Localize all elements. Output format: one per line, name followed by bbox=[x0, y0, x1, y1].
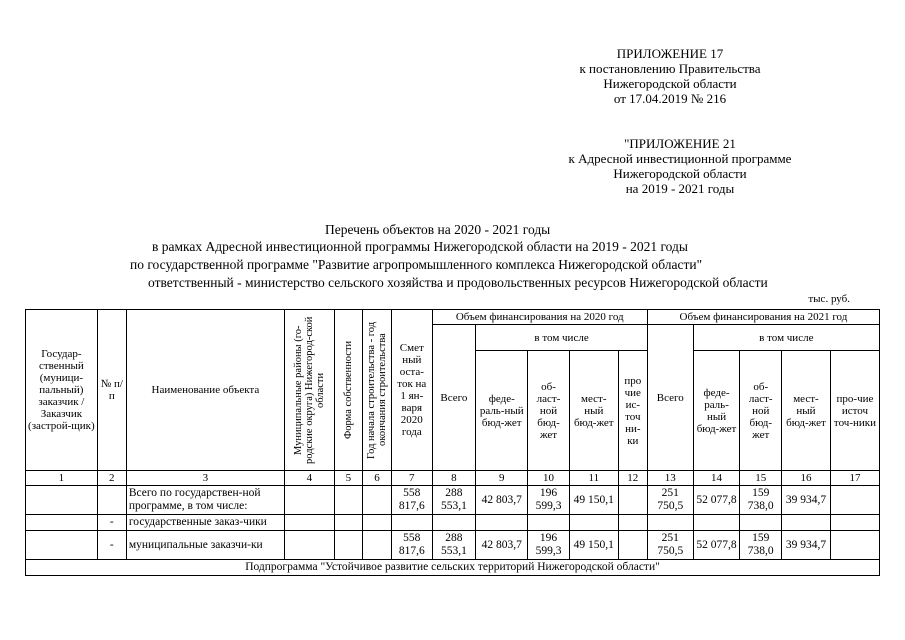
column-numbers-row bbox=[26, 471, 880, 486]
col-ownership-label: Форма собственности bbox=[342, 340, 354, 440]
row-local-2020 bbox=[569, 515, 618, 531]
col-regional-2020-header: об-ласт-ной бюд-жет bbox=[528, 351, 570, 471]
including-2020-header: в том числе bbox=[476, 325, 648, 351]
row-other-2020 bbox=[618, 515, 647, 531]
row-federal-2021: 52 077,8 bbox=[693, 531, 740, 560]
row-num: - bbox=[97, 515, 126, 531]
row-balance bbox=[392, 515, 433, 531]
row-balance: 558 817,6 bbox=[392, 486, 433, 515]
col-total-2020-header: Всего bbox=[432, 325, 476, 471]
row-regional-2021: 159 738,0 bbox=[740, 531, 782, 560]
row-regional-2021: 159 738,0 bbox=[740, 486, 782, 515]
row-other-2020 bbox=[618, 531, 647, 560]
table-row bbox=[26, 486, 880, 515]
including-2021-header: в том числе bbox=[693, 325, 879, 351]
row-local-2021: 39 934,7 bbox=[782, 486, 831, 515]
row-total-2021: 251 750,5 bbox=[647, 486, 693, 515]
objects-table bbox=[25, 309, 880, 576]
col-object-name-header: Наименование объекта bbox=[126, 310, 284, 471]
fin-2021-header: Объем финансирования на 2021 год bbox=[647, 310, 879, 325]
row-total-2020: 288 553,1 bbox=[432, 531, 476, 560]
column-number-cell: 4 bbox=[284, 471, 334, 486]
row-name: муниципальные заказчи-ки bbox=[126, 531, 284, 560]
column-number-cell: 1 bbox=[26, 471, 98, 486]
row-balance: 558 817,6 bbox=[392, 531, 433, 560]
col-years-label: Год начала строительства - год окончания строительства bbox=[365, 321, 388, 459]
row-federal-2020 bbox=[476, 515, 528, 531]
column-number-cell: 13 bbox=[647, 471, 693, 486]
table-row bbox=[26, 515, 880, 531]
row-regional-2020: 196 599,3 bbox=[528, 486, 570, 515]
col-ownership-header bbox=[334, 310, 362, 471]
column-number-cell: 3 bbox=[126, 471, 284, 486]
column-number-cell: 2 bbox=[97, 471, 126, 486]
col-local-2020-header: мест-ный бюд-жет bbox=[569, 351, 618, 471]
row-other-2020 bbox=[618, 486, 647, 515]
col-total-2021-header: Всего bbox=[647, 325, 693, 471]
doc-title-line2: в рамках Адресной инвестиционной программы Нижегородской области на 2019 - 2021 годы bbox=[152, 239, 688, 254]
row-name: государственные заказ-чики bbox=[126, 515, 284, 531]
subprogram-title: Подпрограмма "Устойчивое развитие сельских территорий Нижегородской области" bbox=[26, 560, 880, 576]
col-balance-header: Смет ный оста-ток на 1 ян-варя 2020 года bbox=[392, 310, 433, 471]
column-number-cell: 8 bbox=[432, 471, 476, 486]
column-number-cell: 15 bbox=[740, 471, 782, 486]
doc-title-line4: ответственный - министерство сельского хозяйства и продовольственных ресурсов Нижегородской области bbox=[148, 275, 768, 290]
col-num-header: № п/п bbox=[97, 310, 126, 471]
doc-title-line3: по государственной программе "Развитие агропромышленного комплекса Нижегородской области" bbox=[130, 257, 703, 272]
appendix-17-line2: к постановлению Правительства bbox=[579, 61, 761, 76]
row-regional-2020: 196 599,3 bbox=[528, 531, 570, 560]
col-federal-2020-header: феде-раль-ный бюд-жет bbox=[476, 351, 528, 471]
column-number-cell: 5 bbox=[334, 471, 362, 486]
row-regional-2021 bbox=[740, 515, 782, 531]
row-regional-2020 bbox=[528, 515, 570, 531]
column-number-cell: 17 bbox=[830, 471, 879, 486]
appendix-17-date: от 17.04.2019 № 216 bbox=[613, 91, 727, 106]
row-other-2021 bbox=[830, 486, 879, 515]
col-districts-header bbox=[284, 310, 334, 471]
appendix-17-header bbox=[520, 46, 820, 106]
fin-2020-header: Объем финансирования на 2020 год bbox=[432, 310, 647, 325]
row-total-2021 bbox=[647, 515, 693, 531]
appendix-17-title: ПРИЛОЖЕНИЕ 17 bbox=[616, 46, 724, 61]
col-customer-header: Государ-ственный (муници-пальный) заказчик /Заказчик (застрой-щик) bbox=[26, 310, 98, 471]
col-districts-label: Муниципальные районы (го-родские округа) Нижегород-ской области bbox=[292, 316, 326, 464]
row-num bbox=[97, 486, 126, 515]
appendix-21-line4: на 2019 - 2021 годы bbox=[625, 181, 735, 196]
units-label: тыс. руб. bbox=[808, 293, 850, 305]
row-federal-2021 bbox=[693, 515, 740, 531]
appendix-21-title: "ПРИЛОЖЕНИЕ 21 bbox=[624, 136, 736, 151]
subprogram-row bbox=[26, 560, 880, 576]
table-row bbox=[26, 531, 880, 560]
col-regional-2021-header: об-ласт-ной бюд-жет bbox=[740, 351, 782, 471]
row-federal-2021: 52 077,8 bbox=[693, 486, 740, 515]
column-number-cell: 16 bbox=[782, 471, 831, 486]
row-total-2020: 288 553,1 bbox=[432, 486, 476, 515]
column-number-cell: 14 bbox=[693, 471, 740, 486]
col-federal-2021-header: феде-раль-ный бюд-жет bbox=[693, 351, 740, 471]
appendix-21-header bbox=[520, 136, 840, 196]
appendix-21-line2: к Адресной инвестиционной программе bbox=[568, 151, 792, 166]
row-local-2020: 49 150,1 bbox=[569, 531, 618, 560]
row-federal-2020: 42 803,7 bbox=[476, 486, 528, 515]
row-num: - bbox=[97, 531, 126, 560]
row-local-2020: 49 150,1 bbox=[569, 486, 618, 515]
column-number-cell: 11 bbox=[569, 471, 618, 486]
col-other-2020-header: про чие ис-точ ни-ки bbox=[618, 351, 647, 471]
row-other-2021 bbox=[830, 515, 879, 531]
appendix-21-line3: Нижегородской области bbox=[613, 166, 747, 181]
row-total-2020 bbox=[432, 515, 476, 531]
column-number-cell: 6 bbox=[362, 471, 391, 486]
column-number-cell: 10 bbox=[528, 471, 570, 486]
header-row-1 bbox=[26, 310, 880, 325]
row-other-2021 bbox=[830, 531, 879, 560]
column-number-cell: 9 bbox=[476, 471, 528, 486]
appendix-17-line3: Нижегородской области bbox=[603, 76, 737, 91]
col-years-header bbox=[362, 310, 391, 471]
doc-title-line1: Перечень объектов на 2020 - 2021 годы bbox=[325, 222, 551, 237]
row-federal-2020: 42 803,7 bbox=[476, 531, 528, 560]
column-number-cell: 7 bbox=[392, 471, 433, 486]
row-name: Всего по государствен-ной программе, в том числе: bbox=[126, 486, 284, 515]
row-total-2021: 251 750,5 bbox=[647, 531, 693, 560]
col-local-2021-header: мест-ный бюд-жет bbox=[782, 351, 831, 471]
column-number-cell: 12 bbox=[618, 471, 647, 486]
col-other-2021-header: про-чие источ точ-ники bbox=[830, 351, 879, 471]
row-local-2021 bbox=[782, 515, 831, 531]
row-local-2021: 39 934,7 bbox=[782, 531, 831, 560]
